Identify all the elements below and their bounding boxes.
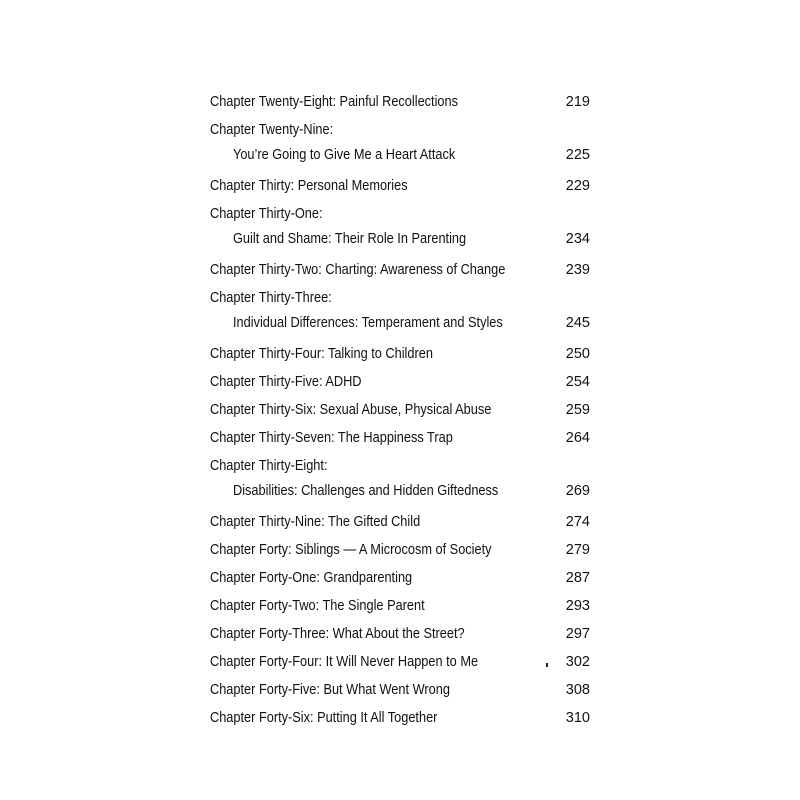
toc-entry-title: Chapter Thirty-Four: Talking to Children (210, 346, 433, 362)
toc-entry-page: 225 (565, 147, 590, 163)
toc-entry-page: 245 (565, 315, 590, 331)
toc-entry-title: Chapter Thirty: Personal Memories (210, 178, 408, 194)
toc-entry-title: Chapter Forty-Four: It Will Never Happen to Me (210, 654, 479, 670)
toc-entry-title: Chapter Thirty-Seven: The Happiness Trap (210, 430, 453, 446)
toc-entry-title: Chapter Forty-Five: But What Went Wrong (210, 682, 450, 698)
toc-entry (210, 428, 590, 456)
toc-entry (210, 540, 590, 568)
toc-entry (210, 652, 590, 680)
toc-entry-subtitle: Disabilities: Challenges and Hidden Giftedness (233, 483, 499, 499)
toc-entry-title: Chapter Thirty-Five: ADHD (210, 374, 362, 390)
toc-entry-title: Chapter Twenty-Eight: Painful Recollections (210, 94, 459, 110)
toc-entry (210, 288, 590, 344)
toc-entry (210, 260, 590, 288)
toc-entry (210, 92, 590, 120)
toc-entry (210, 680, 590, 708)
toc-entry-page: 308 (565, 682, 590, 698)
toc-entry (210, 372, 590, 400)
toc-entry-title: Chapter Forty-Six: Putting It All Together (210, 710, 438, 726)
toc-entry-title: Chapter Twenty-Nine: (210, 122, 334, 138)
toc-entry-page: 297 (565, 626, 590, 642)
toc-entry-subtitle: Guilt and Shame: Their Role In Parenting (233, 231, 467, 247)
toc-entry-page: 310 (565, 710, 590, 726)
toc-entry-page: 264 (565, 430, 590, 446)
toc-entry-page: 239 (565, 262, 590, 278)
toc-entry (210, 456, 590, 512)
toc-entry-page: 287 (565, 570, 590, 586)
toc-entry-page: 269 (565, 483, 590, 499)
toc-entry-page: 274 (565, 514, 590, 530)
toc-entry-title: Chapter Thirty-Two: Charting: Awareness of Change (210, 262, 506, 278)
toc-entry (210, 708, 590, 736)
toc-entry (210, 568, 590, 596)
toc-entry (210, 400, 590, 428)
toc-entry (210, 176, 590, 204)
toc-entry-title: Chapter Forty-Three: What About the Street? (210, 626, 465, 642)
toc-entry-page: 219 (565, 94, 590, 110)
toc-entry-page: 259 (565, 402, 590, 418)
toc-entry-page: 279 (565, 542, 590, 558)
toc-entry-page: 302 (565, 654, 590, 670)
toc-entry (210, 624, 590, 652)
table-of-contents (210, 92, 590, 736)
toc-entry-page: 293 (565, 598, 590, 614)
toc-entry (210, 204, 590, 260)
toc-entry-subtitle: You’re Going to Give Me a Heart Attack (233, 147, 456, 163)
stray-ink-mark (546, 663, 548, 667)
toc-entry-title: Chapter Thirty-One: (210, 206, 323, 222)
toc-entry (210, 120, 590, 176)
toc-entry-page: 234 (565, 231, 590, 247)
toc-entry (210, 344, 590, 372)
toc-entry-page: 250 (565, 346, 590, 362)
toc-entry-page: 254 (565, 374, 590, 390)
toc-entry-title: Chapter Forty-One: Grandparenting (210, 570, 413, 586)
toc-entry-title: Chapter Thirty-Three: (210, 290, 332, 306)
toc-entry (210, 512, 590, 540)
toc-entry-title: Chapter Forty: Siblings — A Microcosm of Society (210, 542, 492, 558)
toc-entry-title: Chapter Thirty-Six: Sexual Abuse, Physical Abuse (210, 402, 492, 418)
toc-entry-subtitle: Individual Differences: Temperament and Styles (233, 315, 503, 331)
toc-entry-title: Chapter Forty-Two: The Single Parent (210, 598, 425, 614)
toc-entry-title: Chapter Thirty-Nine: The Gifted Child (210, 514, 421, 530)
toc-entry-page: 229 (565, 178, 590, 194)
toc-entry (210, 596, 590, 624)
toc-entry-title: Chapter Thirty-Eight: (210, 458, 328, 474)
